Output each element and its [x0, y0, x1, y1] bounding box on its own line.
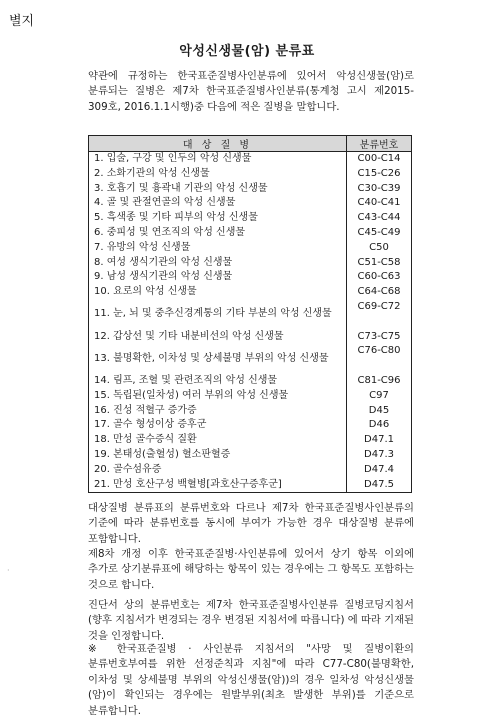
disease-name-cell: 19. 본태성(출혈성) 혈소판혈증: [94, 448, 231, 460]
classification-code-cell: C76-C80: [347, 344, 412, 374]
table-row: [89, 389, 412, 404]
classification-code-cell: C73-C75: [347, 330, 412, 345]
table-row: [89, 167, 412, 182]
disease-name-cell: 14. 림프, 조혈 및 관련조직의 악성 신생물: [94, 374, 278, 386]
intro-paragraph: 약관에 규정하는 한국표준질병사인분류에 있어서 악성신생물(암)로 분류되는 질병은 제7차 한국표준질병사인분류(통계청 고시 제2015-309호, 2016.1.1시행)중 다음에 적은 질병을 말합니다.: [88, 70, 414, 113]
disease-classification-table: [88, 135, 412, 493]
table-header-disease: 대 상 질 병: [89, 136, 347, 152]
scan-speck: ·: [7, 566, 10, 575]
table-body: [89, 152, 412, 493]
disease-name-cell: 18. 만성 골수증식 질환: [94, 434, 197, 446]
table-row: [89, 374, 412, 389]
table-row: [89, 285, 412, 300]
table-row: [89, 300, 412, 330]
classification-code-cell: C30-C39: [347, 182, 412, 197]
classification-code-cell: D47.4: [347, 463, 412, 478]
disease-name-cell: 17. 골수 형성이상 증후군: [94, 419, 207, 431]
disease-name-cell: 4. 골 및 관절연골의 악성 신생물: [94, 197, 236, 209]
disease-name-cell: 13. 불명확한, 이차성 및 상세불명 부위의 악성 신생물: [94, 352, 329, 364]
table-row: [89, 196, 412, 211]
table-row: [89, 182, 412, 197]
table-row: [89, 330, 412, 345]
disease-name-cell: 16. 진성 적혈구 증가증: [94, 404, 197, 416]
annex-label: 별지: [9, 14, 35, 29]
classification-code-cell: D45: [347, 404, 412, 419]
classification-code-cell: C81-C96: [347, 374, 412, 389]
classification-code-cell: C45-C49: [347, 226, 412, 241]
table-row: [89, 344, 412, 374]
classification-code-cell: D47.5: [347, 478, 412, 493]
disease-name-cell: 12. 갑상선 및 기타 내분비선의 악성 신생물: [94, 330, 284, 342]
table-header-code: 분류번호: [347, 136, 412, 152]
disease-name-cell: 8. 여성 생식기관의 악성 신생물: [94, 256, 233, 268]
disease-name-cell: 2. 소화기관의 악성 신생물: [94, 167, 210, 179]
table-row: [89, 433, 412, 448]
table-row: [89, 463, 412, 478]
table-row: [89, 152, 412, 167]
disease-name-cell: 11. 눈, 뇌 및 중추신경계통의 기타 부분의 악성 신생물: [94, 308, 332, 320]
table-row: [89, 270, 412, 285]
disease-name-cell: 1. 입술, 구강 및 인두의 악성 신생물: [94, 153, 252, 164]
classification-code-cell: C15-C26: [347, 167, 412, 182]
classification-code-cell: C43-C44: [347, 211, 412, 226]
table-row: [89, 226, 412, 241]
note-paragraph-4: ※ 한국표준질병 · 사인분류 지침서의 "사망 및 질병이환의 분류번호부여를 위한 선정준칙과 지침"에 따라 C77-C80(불명확한, 이차성 및 상세불명 부위의 악성신생물(암))의 경우 일차성 악성신생물(암)이 확인되는 경우에는 원발부위(최초 발생한 부위)를 기준으로 분류합니다.: [88, 643, 414, 717]
classification-code-cell: C64-C68: [347, 285, 412, 300]
table-row: [89, 478, 412, 493]
classification-code-cell: C00-C14: [347, 152, 412, 167]
table-row: [89, 448, 412, 463]
classification-code-cell: D47.1: [347, 433, 412, 448]
disease-name-cell: 9. 남성 생식기관의 악성 신생물: [94, 271, 233, 283]
table-row: [89, 241, 412, 256]
disease-name-cell: 21. 만성 호산구성 백혈병[과호산구증후군]: [94, 478, 282, 490]
note-paragraph-3: 진단서 상의 분류번호는 제7차 한국표준질병사인분류 질병코딩지침서(향후 지침서가 변경되는 경우 변경된 지침서에 따릅니다) 에 따라 기재된 것을 인정합니다.: [88, 599, 414, 642]
note-paragraph-1: 대상질병 분류표의 분류번호와 다르나 제7차 한국표준질병사인분류의 기준에 따라 분류번호를 동시에 부여가 가능한 경우 대상질병 분류에 포함합니다.: [88, 502, 414, 545]
classification-code-cell: D47.3: [347, 448, 412, 463]
disease-name-cell: 5. 흑색종 및 기타 피부의 악성 신생물: [94, 212, 258, 224]
table-row: [89, 404, 412, 419]
classification-code-cell: C40-C41: [347, 196, 412, 211]
table-header-row: [89, 136, 412, 152]
disease-name-cell: 15. 독립된(일차성) 여러 부위의 악성 신생물: [94, 389, 289, 401]
disease-name-cell: 10. 요로의 악성 신생물: [94, 286, 197, 298]
disease-name-cell: 6. 중피성 및 연조직의 악성 신생물: [94, 226, 246, 238]
classification-code-cell: C50: [347, 241, 412, 256]
classification-code-cell: C97: [347, 389, 412, 404]
table-row: [89, 256, 412, 271]
disease-name-cell: 7. 유방의 악성 신생물: [94, 241, 191, 253]
disease-name-cell: 20. 골수섬유증: [94, 463, 162, 475]
classification-code-cell: C51-C58: [347, 256, 412, 271]
classification-code-cell: C69-C72: [347, 300, 412, 330]
disease-name-cell: 3. 호흡기 및 흉곽내 기관의 악성 신생물: [94, 182, 268, 194]
page-title: 악성신생물(암) 분류표: [179, 44, 315, 59]
note-paragraph-2: 제8차 개정 이후 한국표준질병·사인분류에 있어서 상기 항목 이외에 추가로 상기분류표에 해당하는 항목이 있는 경우에는 그 항목도 포함하는 것으로 합니다.: [88, 548, 414, 591]
table-row: [89, 211, 412, 226]
classification-code-cell: D46: [347, 418, 412, 433]
classification-code-cell: C60-C63: [347, 270, 412, 285]
table-row: [89, 418, 412, 433]
